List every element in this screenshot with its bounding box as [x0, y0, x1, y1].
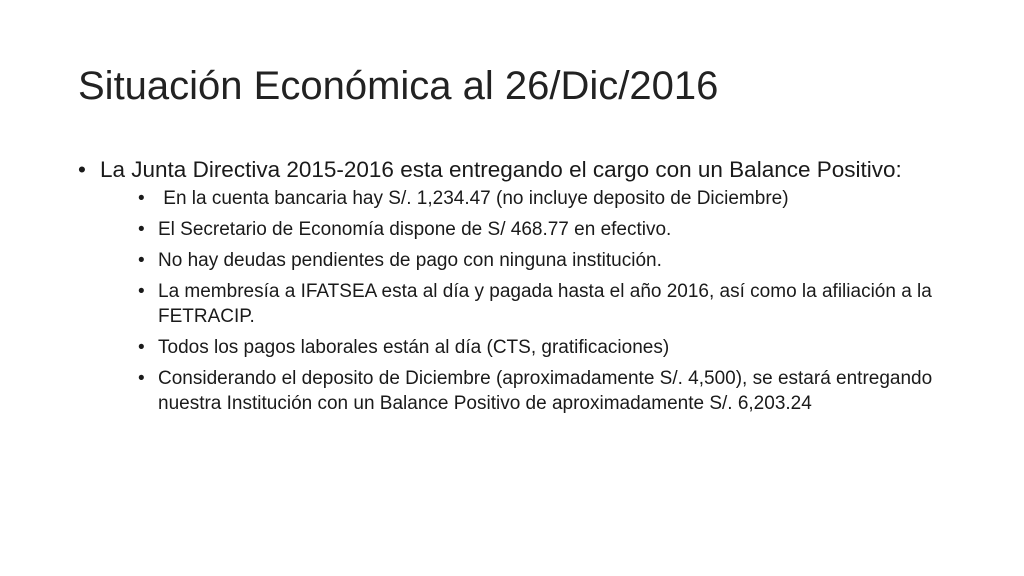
main-bullet-text: La Junta Directiva 2015-2016 esta entregando el cargo con un Balance Positivo: — [100, 157, 902, 182]
sub-bullet-text: La membresía a IFATSEA esta al día y pagada hasta el año 2016, así como la afiliación a la FETRACIP. — [158, 281, 932, 327]
sub-bullet-item — [138, 186, 958, 211]
sub-bullet-text: Todos los pagos laborales están al día (CTS, gratificaciones) — [158, 337, 670, 358]
bullet-marker: • — [138, 188, 145, 209]
bullet-marker: • — [138, 281, 145, 302]
bullet-marker: • — [138, 337, 145, 358]
sub-bullet-text: No hay deudas pendientes de pago con ninguna institución. — [158, 250, 662, 271]
sub-bullet-list — [138, 186, 958, 416]
bullet-marker: • — [78, 157, 86, 182]
bullet-marker: • — [138, 250, 145, 271]
sub-bullet-item — [138, 248, 958, 273]
sub-bullet-text: El Secretario de Economía dispone de S/ 468.77 en efectivo. — [158, 219, 672, 240]
bullet-marker: • — [138, 368, 145, 389]
sub-bullet-item — [138, 217, 958, 242]
bullet-list — [78, 156, 958, 422]
bullet-marker: • — [138, 219, 145, 240]
sub-bullet-item — [138, 335, 958, 360]
sub-bullet-text: Considerando el deposito de Diciembre (aproximadamente S/. 4,500), se estará entregando nuestra Institución con un Balance Positivo de aproximadamente S/. 6,203.24 — [158, 368, 933, 414]
sub-bullet-item — [138, 279, 958, 329]
main-bullet-item — [78, 156, 958, 416]
sub-bullet-item — [138, 366, 958, 416]
slide-title: Situación Económica al 26/Dic/2016 — [78, 64, 719, 108]
sub-bullet-text: En la cuenta bancaria hay S/. 1,234.47 (no incluye deposito de Diciembre) — [158, 188, 789, 209]
